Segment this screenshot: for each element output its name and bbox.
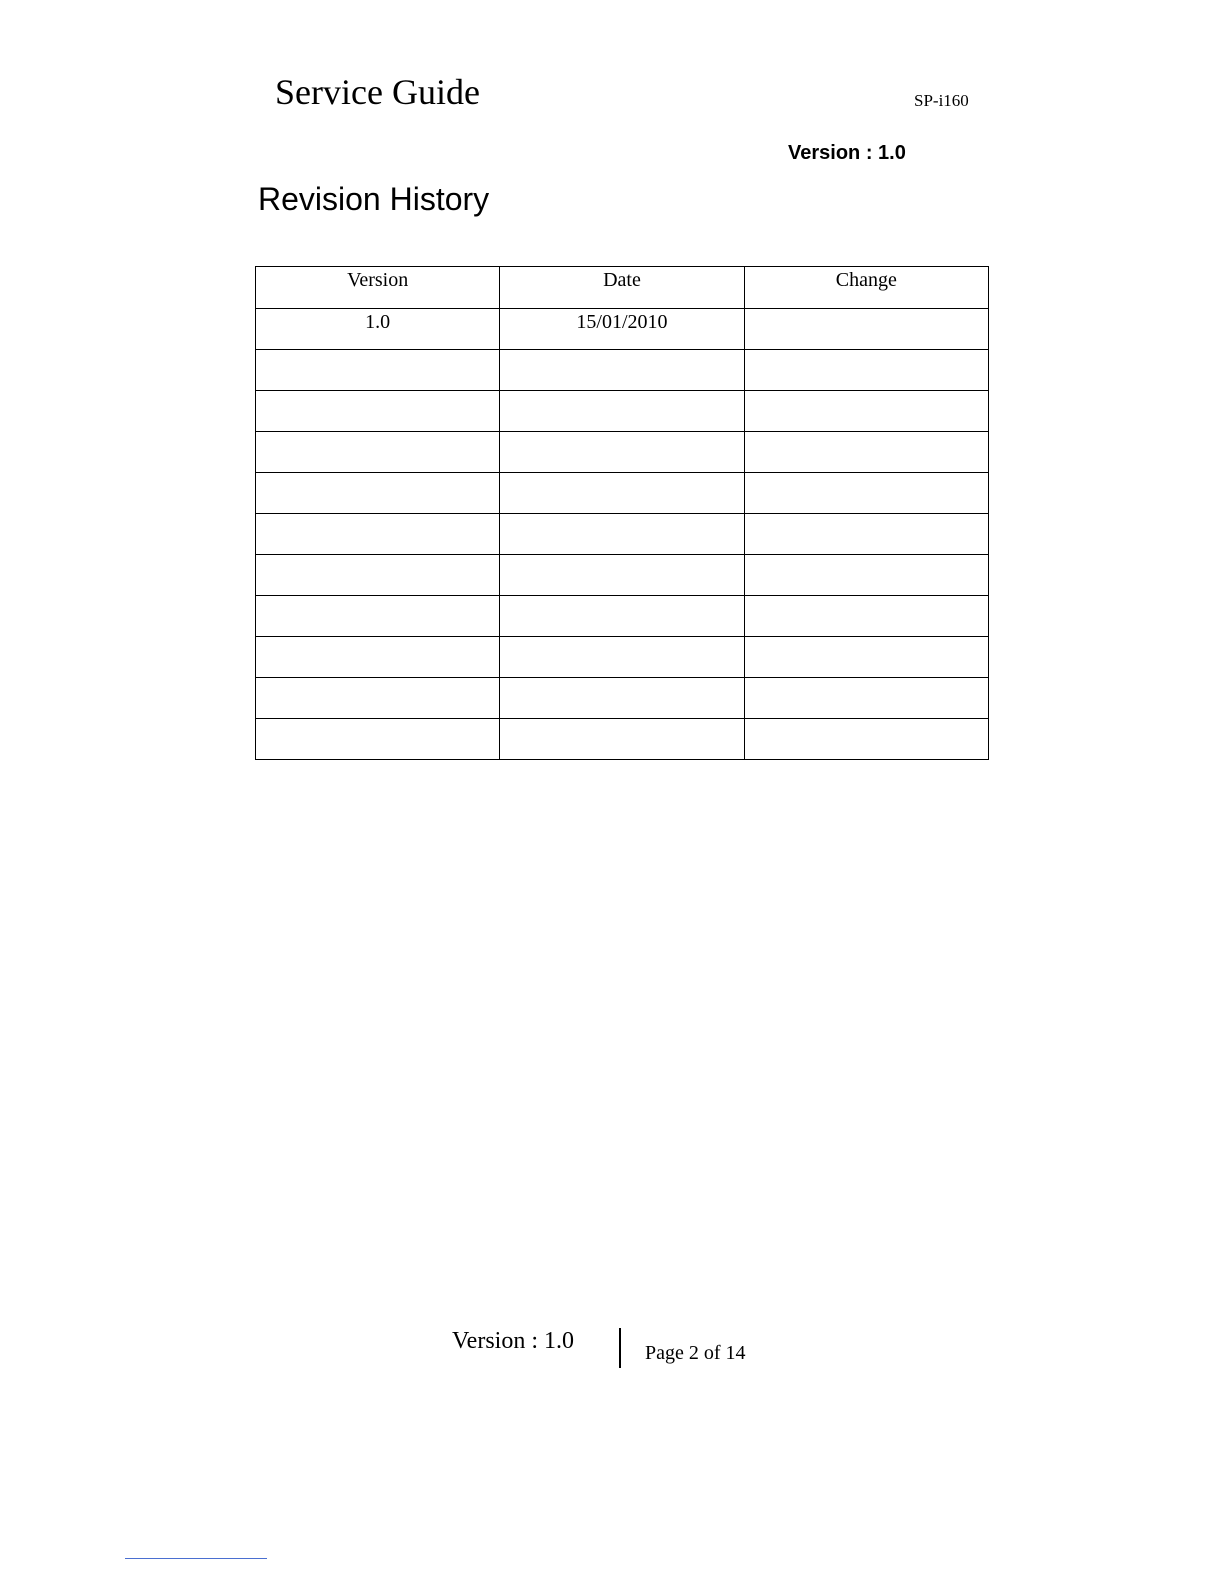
document-title: Service Guide <box>275 72 480 112</box>
table-row <box>256 391 989 432</box>
cell-date <box>500 555 744 596</box>
footer-divider <box>619 1328 621 1368</box>
cell-version <box>256 514 500 555</box>
cell-change <box>744 391 988 432</box>
table-row <box>256 719 989 760</box>
cell-version <box>256 473 500 514</box>
cell-change <box>744 719 988 760</box>
cell-date <box>500 719 744 760</box>
cell-version <box>256 432 500 473</box>
column-header-change: Change <box>744 267 988 309</box>
section-heading: Revision History <box>258 181 490 217</box>
revision-rows <box>256 309 989 760</box>
cell-date: 15/01/2010 <box>500 309 744 350</box>
cell-date <box>500 350 744 391</box>
table-header-row <box>256 267 989 309</box>
revision-history-table <box>255 266 989 760</box>
cell-date <box>500 391 744 432</box>
cell-date <box>500 514 744 555</box>
document-version: Version : 1.0 <box>788 142 906 164</box>
cell-change <box>744 473 988 514</box>
table-row <box>256 637 989 678</box>
cell-version <box>256 719 500 760</box>
cell-change <box>744 432 988 473</box>
model-number: SP-i160 <box>914 91 969 110</box>
table-row <box>256 309 989 350</box>
table-row <box>256 596 989 637</box>
cell-version <box>256 637 500 678</box>
cell-date <box>500 432 744 473</box>
cell-change <box>744 350 988 391</box>
column-header-date: Date <box>500 267 744 309</box>
cell-change <box>744 637 988 678</box>
table-row <box>256 432 989 473</box>
cell-change <box>744 309 988 350</box>
cell-change <box>744 555 988 596</box>
table-row <box>256 350 989 391</box>
cell-change <box>744 678 988 719</box>
column-header-version: Version <box>256 267 500 309</box>
cell-date <box>500 637 744 678</box>
cell-date <box>500 678 744 719</box>
cell-date <box>500 596 744 637</box>
cell-version <box>256 596 500 637</box>
footer-page-number: Page 2 of 14 <box>645 1342 746 1364</box>
table-row <box>256 514 989 555</box>
cell-change <box>744 514 988 555</box>
cell-version <box>256 678 500 719</box>
table-row <box>256 473 989 514</box>
table-row <box>256 555 989 596</box>
cell-version <box>256 391 500 432</box>
cell-version: 1.0 <box>256 309 500 350</box>
cell-date <box>500 473 744 514</box>
cell-change <box>744 596 988 637</box>
footer-version: Version : 1.0 <box>452 1328 574 1354</box>
cell-version <box>256 350 500 391</box>
footnote-separator <box>125 1558 267 1559</box>
table-row <box>256 678 989 719</box>
cell-version <box>256 555 500 596</box>
